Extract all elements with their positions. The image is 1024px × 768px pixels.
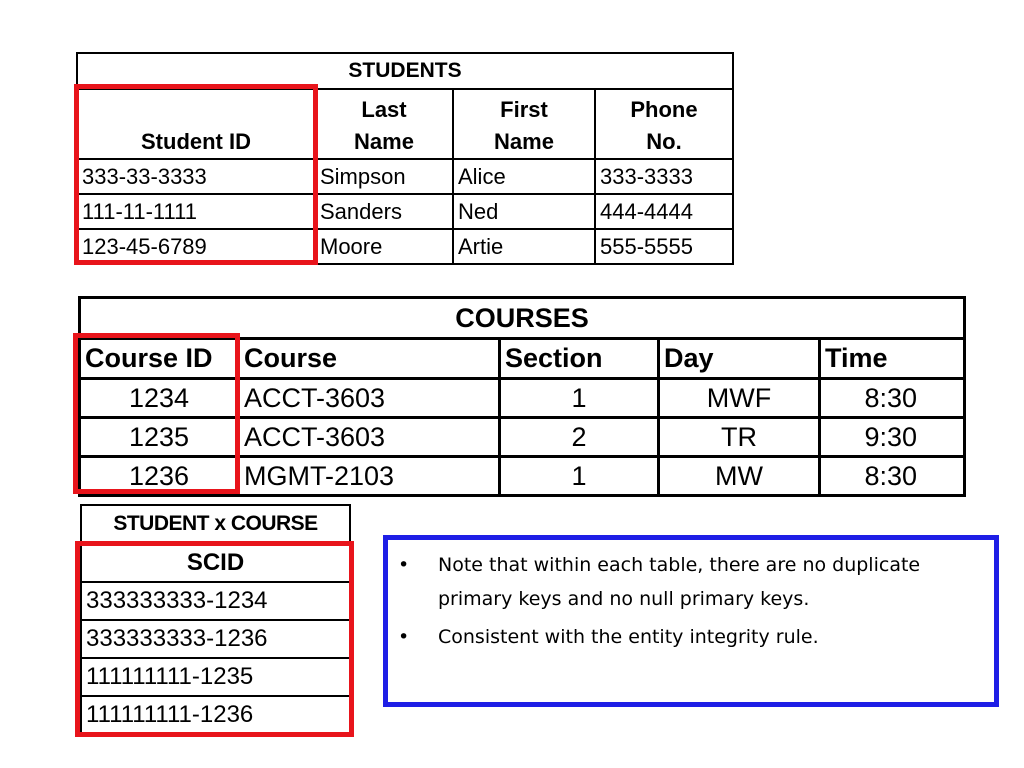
time-cell: 8:30 (820, 457, 965, 496)
last-name-cell: Sanders (315, 194, 453, 229)
student-id-cell: 123-45-6789 (77, 229, 315, 264)
courses-header-row (80, 339, 965, 379)
scid-cell: 333333333-1236 (81, 620, 350, 658)
student-course-title: STUDENT x COURSE (81, 505, 350, 543)
bullet-icon: • (398, 626, 410, 648)
header-scid: SCID (81, 543, 350, 582)
last-name-cell: Moore (315, 229, 453, 264)
course-cell: ACCT-3603 (239, 418, 500, 457)
table-row (81, 696, 350, 734)
note-item (398, 548, 978, 616)
course-id-cell: 1236 (80, 457, 239, 496)
header-student-id: Student ID (77, 89, 315, 159)
student-id-cell: 111-11-1111 (77, 194, 315, 229)
note-text: Consistent with the entity integrity rule. (438, 626, 819, 648)
student-course-table (80, 504, 351, 735)
first-name-cell: Alice (453, 159, 595, 194)
section-cell: 2 (500, 418, 659, 457)
table-row (77, 229, 733, 264)
header-course-id: Course ID (80, 339, 239, 379)
students-title: STUDENTS (77, 53, 733, 89)
table-row (81, 620, 350, 658)
time-cell: 9:30 (820, 418, 965, 457)
section-cell: 1 (500, 457, 659, 496)
course-id-cell: 1234 (80, 379, 239, 418)
table-row (80, 457, 965, 496)
courses-table (78, 296, 966, 497)
day-cell: MWF (659, 379, 820, 418)
header-course: Course (239, 339, 500, 379)
student-id-cell: 333-33-3333 (77, 159, 315, 194)
header-phone: Phone No. (595, 89, 733, 159)
note-box (383, 535, 999, 707)
table-row (77, 194, 733, 229)
header-last-name: Last Name (315, 89, 453, 159)
scid-cell: 333333333-1234 (81, 582, 350, 620)
table-row (81, 658, 350, 696)
phone-cell: 555-5555 (595, 229, 733, 264)
day-cell: MW (659, 457, 820, 496)
phone-cell: 333-3333 (595, 159, 733, 194)
bullet-icon: • (398, 554, 410, 576)
time-cell: 8:30 (820, 379, 965, 418)
last-name-cell: Simpson (315, 159, 453, 194)
course-id-cell: 1235 (80, 418, 239, 457)
table-row (80, 418, 965, 457)
students-table (76, 52, 734, 265)
student-course-header-row (81, 543, 350, 582)
table-row (81, 582, 350, 620)
first-name-cell: Ned (453, 194, 595, 229)
scid-cell: 111111111-1236 (81, 696, 350, 734)
day-cell: TR (659, 418, 820, 457)
header-first-name: First Name (453, 89, 595, 159)
note-item (398, 620, 978, 654)
course-cell: ACCT-3603 (239, 379, 500, 418)
students-header-row (77, 89, 733, 159)
section-cell: 1 (500, 379, 659, 418)
table-row (77, 159, 733, 194)
header-time: Time (820, 339, 965, 379)
header-day: Day (659, 339, 820, 379)
phone-cell: 444-4444 (595, 194, 733, 229)
header-section: Section (500, 339, 659, 379)
courses-title: COURSES (80, 298, 965, 339)
table-row (80, 379, 965, 418)
first-name-cell: Artie (453, 229, 595, 264)
scid-cell: 111111111-1235 (81, 658, 350, 696)
note-text: Note that within each table, there are no duplicate primary keys and no null primary keys. (438, 554, 921, 610)
course-cell: MGMT-2103 (239, 457, 500, 496)
